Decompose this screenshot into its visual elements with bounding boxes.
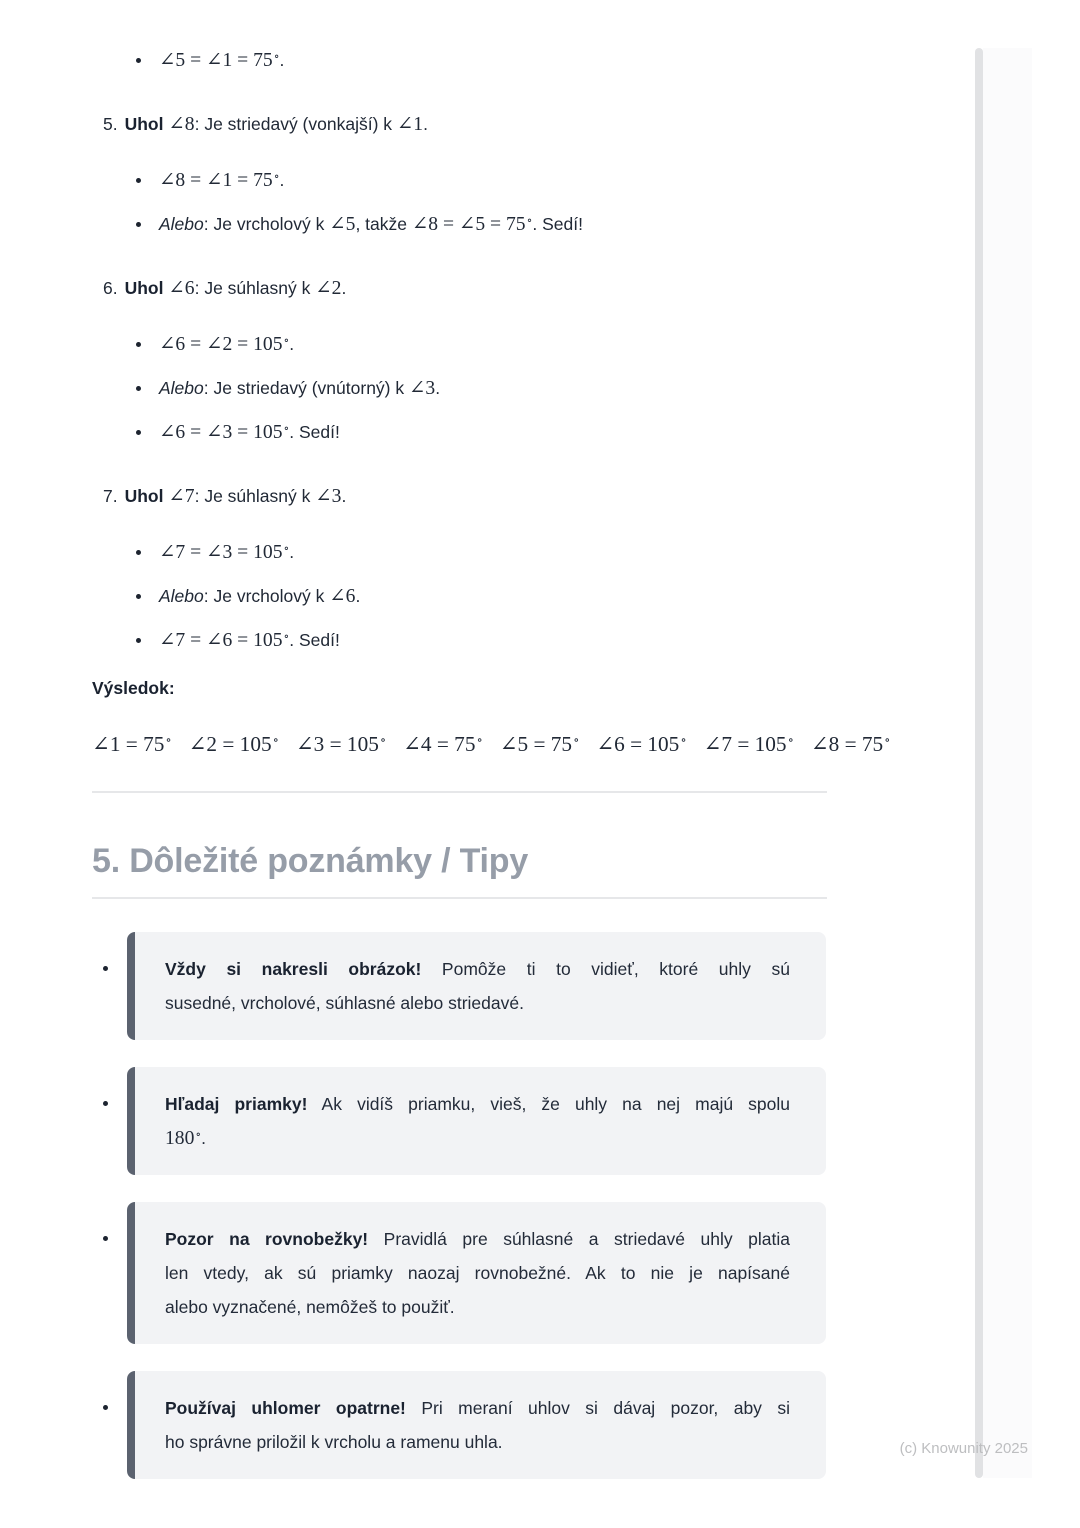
math-expression: ∠6 = ∠3 = 105∘ bbox=[159, 421, 290, 443]
degree-symbol: ∘ bbox=[680, 732, 687, 747]
item-number: 6. bbox=[103, 278, 118, 298]
degree-symbol: ∘ bbox=[476, 732, 483, 747]
result-equation bbox=[703, 732, 794, 756]
math-expression: ∠3 bbox=[315, 486, 342, 507]
tip-line bbox=[165, 986, 790, 1020]
bold-text: Pozor na rovnobežky! bbox=[165, 1229, 369, 1249]
text-run: . bbox=[435, 378, 441, 398]
text-run: ho správne priložil k vrcholu a ramenu uhla. bbox=[165, 1432, 503, 1452]
bullet-icon bbox=[136, 222, 141, 227]
math-expression: ∠6 bbox=[168, 278, 195, 299]
tip-callout bbox=[127, 1371, 826, 1479]
tip-line bbox=[165, 1087, 790, 1121]
math-expression: ∠5 = ∠1 = 75∘ bbox=[159, 49, 280, 71]
tip-line bbox=[165, 1391, 790, 1425]
text-run: : Je vrcholový k bbox=[203, 214, 330, 234]
degree-symbol: ∘ bbox=[573, 732, 580, 747]
result-equation bbox=[810, 732, 891, 756]
degree-symbol: ∘ bbox=[273, 49, 280, 63]
degree-symbol: ∘ bbox=[884, 732, 891, 747]
italic-text: Alebo bbox=[159, 214, 204, 234]
math-expression: ∠6 = ∠2 = 105∘ bbox=[159, 333, 290, 355]
bold-text: Hľadaj priamky! bbox=[165, 1094, 308, 1114]
bold-text: Uhol bbox=[124, 278, 164, 298]
text-run: . Sedí! bbox=[289, 422, 340, 442]
bullet-icon bbox=[136, 430, 141, 435]
document-content bbox=[92, 46, 891, 1506]
list-item bbox=[92, 374, 827, 402]
text-run: Pomôže ti to vidieť, ktoré uhly sú bbox=[421, 959, 790, 979]
math-expression: ∠7 = ∠6 = 105∘ bbox=[159, 629, 290, 651]
text-run: . bbox=[289, 542, 295, 562]
bullet-icon bbox=[136, 638, 141, 643]
text-run: . bbox=[201, 1128, 207, 1148]
degree-symbol: ∘ bbox=[283, 629, 290, 643]
text-run: Pri meraní uhlov si dávaj pozor, aby si bbox=[405, 1398, 791, 1418]
numbered-item bbox=[92, 482, 827, 510]
text-run: : Je súhlasný k bbox=[194, 278, 316, 298]
result-equation bbox=[596, 732, 687, 756]
bullet-icon bbox=[103, 1101, 108, 1106]
text-run: . bbox=[279, 50, 285, 70]
degree-symbol: ∘ bbox=[787, 732, 794, 747]
list-item bbox=[92, 582, 827, 610]
degree-symbol: ∘ bbox=[283, 421, 290, 435]
text-run: alebo vyznačené, nemôžeš to použiť. bbox=[165, 1297, 455, 1317]
math-expression: ∠2 = 105∘ bbox=[188, 732, 279, 756]
tip-line bbox=[165, 1222, 790, 1256]
scrollbar-track bbox=[983, 48, 1032, 1478]
math-expression: ∠3 bbox=[408, 378, 436, 399]
tip-line bbox=[165, 952, 790, 986]
bullet-list bbox=[92, 166, 827, 238]
math-expression: ∠8 = ∠1 = 75∘ bbox=[159, 169, 280, 191]
bullet-icon bbox=[103, 1236, 108, 1241]
tip-item bbox=[92, 1202, 827, 1344]
section-heading: 5. Dôležité poznámky / Tipy bbox=[92, 839, 827, 899]
watermark-text: (c) Knowunity 2025 bbox=[899, 1440, 1028, 1457]
math-expression: ∠7 = ∠3 = 105∘ bbox=[159, 541, 290, 563]
bullet-icon bbox=[136, 386, 141, 391]
bold-text: Uhol bbox=[124, 114, 164, 134]
tip-item bbox=[92, 932, 827, 1040]
list-item bbox=[92, 210, 827, 238]
degree-symbol: ∘ bbox=[526, 213, 533, 227]
math-expression: ∠8 = 75∘ bbox=[810, 732, 891, 756]
math-expression: ∠8 = ∠5 = 75∘ bbox=[411, 213, 533, 235]
degree-symbol: ∘ bbox=[273, 169, 280, 183]
bullet-list bbox=[92, 538, 827, 654]
text-run: len vtedy, ak sú priamky naozaj rovnobežné. Ak to nie je napísané bbox=[165, 1263, 790, 1283]
math-expression: ∠7 = 105∘ bbox=[703, 732, 794, 756]
numbered-item bbox=[92, 110, 827, 138]
list-item bbox=[92, 330, 827, 358]
text-run: : Je vrcholový k bbox=[203, 586, 330, 606]
item-number: 7. bbox=[103, 486, 118, 506]
bullet-list bbox=[92, 46, 827, 74]
tip-callout bbox=[127, 1067, 826, 1175]
text-run: . bbox=[341, 486, 347, 506]
text-run: susedné, vrcholové, súhlasné alebo striedavé. bbox=[165, 993, 524, 1013]
result-equation bbox=[188, 732, 279, 756]
math-expression: ∠5 = 75∘ bbox=[499, 732, 580, 756]
degree-symbol: ∘ bbox=[165, 732, 172, 747]
bullet-icon bbox=[103, 966, 108, 971]
math-expression: ∠1 = 75∘ bbox=[92, 732, 172, 756]
math-expression: ∠3 = 105∘ bbox=[295, 732, 387, 756]
math-expression: 180∘ bbox=[165, 1127, 202, 1149]
text-run: : Je striedavý (vonkajší) k bbox=[194, 114, 397, 134]
divider bbox=[92, 791, 827, 793]
text-run: . bbox=[289, 334, 295, 354]
bullet-icon bbox=[103, 1405, 108, 1410]
list-item bbox=[92, 626, 827, 654]
tip-item bbox=[92, 1067, 827, 1175]
bullet-icon bbox=[136, 178, 141, 183]
math-expression: ∠1 bbox=[396, 114, 424, 135]
text-run: Pravidlá pre súhlasné a striedavé uhly platia bbox=[368, 1229, 790, 1249]
tip-callout bbox=[127, 1202, 826, 1344]
math-expression: ∠8 bbox=[168, 114, 195, 135]
result-label: Výsledok: bbox=[92, 678, 175, 698]
tip-line bbox=[165, 1425, 790, 1459]
tips-list bbox=[92, 932, 827, 1479]
text-run: . Sedí! bbox=[289, 630, 340, 650]
text-run: . bbox=[341, 278, 347, 298]
bullet-list bbox=[92, 330, 827, 446]
math-expression: ∠6 bbox=[329, 586, 356, 607]
math-expression: ∠5 bbox=[329, 214, 356, 235]
tip-line bbox=[165, 1256, 790, 1290]
tip-callout bbox=[127, 932, 826, 1040]
text-run: Ak vidíš priamku, vieš, že uhly na nej majú spolu bbox=[307, 1094, 790, 1114]
result-equation bbox=[92, 732, 172, 756]
text-run: . bbox=[423, 114, 428, 134]
bullet-icon bbox=[136, 58, 141, 63]
text-run: . Sedí! bbox=[532, 214, 583, 234]
scrollbar-thumb[interactable] bbox=[975, 48, 983, 1478]
result-equation bbox=[295, 732, 387, 756]
bullet-icon bbox=[136, 594, 141, 599]
degree-symbol: ∘ bbox=[283, 541, 290, 555]
math-expression: ∠4 = 75∘ bbox=[403, 732, 483, 756]
text-run: , takže bbox=[355, 214, 412, 234]
list-item bbox=[92, 418, 827, 446]
result-equation bbox=[499, 732, 580, 756]
bullet-icon bbox=[136, 550, 141, 555]
tip-line bbox=[165, 1121, 790, 1155]
numbered-item bbox=[92, 274, 827, 302]
item-number: 5. bbox=[103, 114, 118, 134]
math-expression: ∠6 = 105∘ bbox=[596, 732, 687, 756]
italic-text: Alebo bbox=[159, 378, 204, 398]
result-line bbox=[92, 730, 891, 761]
tip-item bbox=[92, 1371, 827, 1479]
text-run: . bbox=[279, 170, 285, 190]
italic-text: Alebo bbox=[159, 586, 204, 606]
bold-text: Používaj uhlomer opatrne! bbox=[165, 1398, 406, 1418]
math-expression: ∠7 bbox=[168, 486, 195, 507]
text-run: : Je súhlasný k bbox=[194, 486, 316, 506]
result-equation bbox=[403, 732, 483, 756]
degree-symbol: ∘ bbox=[283, 333, 290, 347]
text-run: : Je striedavý (vnútorný) k bbox=[203, 378, 409, 398]
list-item bbox=[92, 166, 827, 194]
degree-symbol: ∘ bbox=[272, 732, 279, 747]
list-item bbox=[92, 46, 827, 74]
degree-symbol: ∘ bbox=[379, 732, 387, 747]
bold-text: Uhol bbox=[124, 486, 164, 506]
bullet-icon bbox=[136, 342, 141, 347]
text-run: . bbox=[355, 586, 361, 606]
tip-line bbox=[165, 1290, 790, 1324]
list-item bbox=[92, 538, 827, 566]
bold-text: Vždy si nakresli obrázok! bbox=[165, 959, 422, 979]
math-expression: ∠2 bbox=[315, 278, 342, 299]
degree-symbol: ∘ bbox=[195, 1127, 202, 1141]
